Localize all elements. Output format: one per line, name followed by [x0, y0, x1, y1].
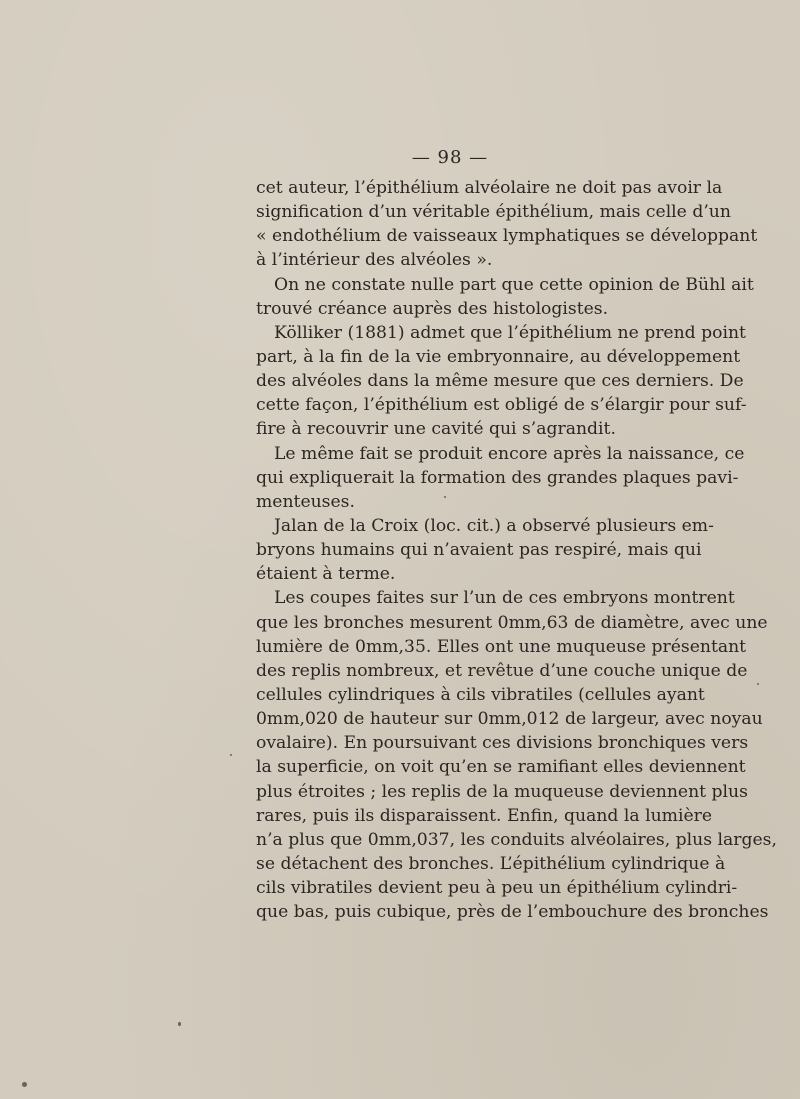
text-line: cils vibratiles devient peu à peu un épithélium cylindri- — [256, 878, 738, 899]
text-line: signification d’un véritable épithélium, mais celle d’un — [256, 202, 731, 223]
text-line: Jalan de la Croix (loc. cit.) a observé plusieurs em- — [274, 515, 714, 536]
text-line: Kölliker (1881) admet que l’épithélium ne prend point — [274, 322, 746, 343]
text-line: « endothélium de vaisseaux lymphatiques se développant — [256, 226, 758, 247]
text-line: rares, puis ils disparaissent. Enfin, quand la lumière — [256, 805, 713, 826]
text-line: étaient à terme. — [256, 564, 396, 585]
paper-speck — [757, 683, 759, 685]
text-line: des alvéoles dans la même mesure que ces derniers. De — [256, 371, 744, 392]
text-line: part, à la fin de la vie embryonnaire, au développement — [256, 346, 741, 367]
text-line: des replis nombreux, et revêtue d’une couche unique de — [256, 660, 748, 681]
text-line: menteuses. — [256, 491, 355, 512]
text-line: cellules cylindriques à cils vibratiles (cellules ayant — [256, 684, 705, 705]
text-line: trouvé créance auprès des histologistes. — [256, 298, 609, 319]
paper-speck — [444, 496, 446, 498]
page-number: — 98 — — [411, 147, 489, 168]
text-line: 0mm,020 de hauteur sur 0mm,012 de largeur, avec noyau — [256, 709, 763, 730]
text-line: que bas, puis cubique, près de l’embouchure des bronches — [256, 902, 769, 923]
text-line: bryons humains qui n’avaient pas respiré, mais qui — [256, 540, 702, 561]
text-line: ovalaire). En poursuivant ces divisions bronchiques vers — [256, 733, 749, 754]
text-line: lumière de 0mm,35. Elles ont une muqueuse présentant — [256, 636, 747, 657]
text-line: n’a plus que 0mm,037, les conduits alvéolaires, plus larges, — [256, 829, 777, 850]
text-line: la superficie, on voit qu’en se ramifiant elles deviennent — [256, 757, 746, 778]
text-line: cette façon, l’épithélium est obligé de s’élargir pour suf- — [256, 395, 747, 416]
text-line: fire à recouvrir une cavité qui s’agrandit. — [256, 419, 616, 440]
paper-speck — [22, 1082, 27, 1087]
paper-speck — [230, 754, 232, 756]
text-line: plus étroites ; les replis de la muqueuse deviennent plus — [256, 781, 748, 802]
text-line: On ne constate nulle part que cette opinion de Bühl ait — [274, 274, 754, 295]
text-line: qui expliquerait la formation des grandes plaques pavi- — [256, 467, 739, 488]
body-text — [256, 176, 777, 924]
text-line: Le même fait se produit encore après la naissance, ce — [274, 443, 745, 464]
text-line: que les bronches mesurent 0mm,63 de diamètre, avec une — [256, 612, 768, 633]
paper-speck — [178, 1022, 181, 1026]
text-line: se détachent des bronches. L’épithélium cylindrique à — [256, 853, 726, 874]
text-line: cet auteur, l’épithélium alvéolaire ne doit pas avoir la — [256, 178, 723, 198]
text-line: Les coupes faites sur l’un de ces embryons montrent — [274, 588, 735, 609]
text-line: à l’intérieur des alvéoles ». — [256, 250, 493, 271]
